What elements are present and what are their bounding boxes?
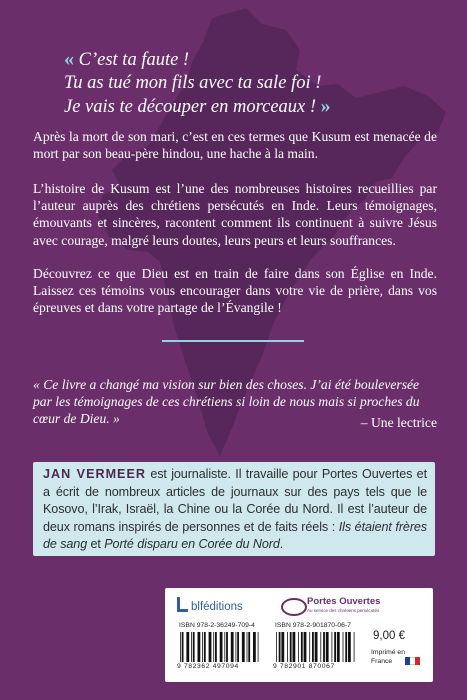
- barcode-bar: [276, 632, 277, 662]
- author-bio: JAN VERMEER est journaliste. Il travaille pour Portes Ouvertes et a écrit de nombreux articles de journaux sur des pays tels que le Kosovo, l’Irak, Israël, la Chine ou la Corée du Nord. Il est l’auteur de deux romans inspirés de personnes et de faits réels : Ils étaient frères de sang et Porté disparu en Corée du Nord.: [43, 467, 428, 551]
- barcode-bar: [231, 632, 234, 662]
- barcode-bar: [301, 632, 303, 662]
- barcode-bar: [281, 632, 284, 662]
- barcode-bar: [182, 632, 184, 662]
- barcode-bar: [224, 632, 225, 662]
- barcode-bar: [213, 632, 214, 662]
- barcode-bar: [198, 632, 201, 662]
- barcode-bar: [287, 632, 288, 662]
- author-name: JAN VERMEER: [43, 467, 146, 481]
- barcode-1: [179, 632, 261, 662]
- barcode-bar: [312, 632, 314, 662]
- barcode-bar: [258, 632, 259, 662]
- barcode-bar: [326, 632, 329, 662]
- barcode-bar: [343, 632, 344, 662]
- barcode-bar: [309, 632, 310, 662]
- barcode-bar: [204, 632, 206, 662]
- barcode-bar: [220, 632, 223, 662]
- reader-testimonial: « Ce livre a changé ma vision sur bien des choses. J’ai été bouleversée par les témoignages de ces chrétiens si loin de nous mais si proches du cœur de Dieu. »: [33, 377, 420, 427]
- barcode-bar: [180, 632, 181, 662]
- barcode-bar: [334, 632, 336, 662]
- barcode-1-number: 9 782362 497094: [177, 663, 239, 670]
- barcode-bar: [345, 632, 347, 662]
- barcode-bar: [323, 632, 325, 662]
- barcode-bar: [193, 632, 195, 662]
- quote-line-3: Je vais te découper en morceaux ! »: [64, 95, 331, 117]
- barcode-bar: [348, 632, 351, 662]
- blf-logo-icon: [177, 597, 188, 612]
- fish-icon: [281, 598, 307, 616]
- closing-guillemet: »: [320, 95, 331, 117]
- barcode-bar: [242, 632, 245, 662]
- publisher-barcode-panel: blféditions Portes Ouvertes Au service des chrétiens persécutés ISBN 978-2-36249-709-4 ISBN 978-2-901870-06-7 9 782362 497094 9 782901 870067 9,00 € Imprimé en France: [165, 588, 433, 682]
- barcode-bar: [354, 632, 355, 662]
- isbn-2: ISBN 978-2-901870-06-7: [275, 622, 351, 629]
- barcode-bar: [191, 632, 192, 662]
- paragraph-story: L’histoire de Kusum est l’une des nombreuses histoires recueillies par l’auteur auprès des chrétiens persécutés en Inde. Leurs témoignages, émouvants et sincères, racontent comment ils continuent à suivre Jésus avec courage, malgré leurs doutes, leurs peurs et leurs souffrances.: [33, 181, 437, 248]
- author-bio-box: [33, 462, 435, 556]
- barcode-2: [275, 632, 357, 662]
- barcode-bar: [215, 632, 217, 662]
- barcode-bar: [332, 632, 333, 662]
- paragraph-intro: Après la mort de son mari, c’est en ces termes que Kusum est menacée de mort par son beau-père hindou, une hache à la main.: [33, 129, 437, 162]
- barcode-bar: [248, 632, 250, 662]
- testimonial-attribution: – Une lectrice: [360, 415, 437, 430]
- barcode-bar: [202, 632, 203, 662]
- blf-editions-logo: blféditions: [177, 597, 243, 613]
- section-divider: [162, 340, 304, 342]
- barcode-bar: [226, 632, 228, 662]
- barcode-bar: [320, 632, 321, 662]
- pull-quote: [64, 48, 424, 119]
- barcode-bar: [298, 632, 299, 662]
- barcode-bar: [304, 632, 307, 662]
- barcode-bar: [293, 632, 296, 662]
- barcode-bar: [209, 632, 212, 662]
- barcode-bar: [236, 632, 237, 662]
- printed-in-france: Imprimé en France: [371, 649, 405, 665]
- barcode-bar: [315, 632, 318, 662]
- book-title-2: Porté disparu en Corée du Nord: [104, 537, 280, 551]
- quote-line-2: Tu as tué mon fils avec ta sale foi !: [64, 73, 322, 93]
- french-flag-icon: [405, 657, 420, 665]
- book-title-1: Ils étaient frères de sang: [43, 519, 428, 551]
- quote-line-1: « C’est ta faute !: [64, 48, 190, 70]
- barcode-bar: [337, 632, 340, 662]
- price: 9,00 €: [373, 630, 405, 642]
- paragraph-invitation: Découvrez ce que Dieu est en train de faire dans son Église en Inde. Laissez ces témoins vous encourager dans votre vie de prière, dans vos épreuves et dans votre partage de l’Évangile !: [33, 266, 437, 316]
- barcode-bar: [279, 632, 281, 662]
- barcode-bar: [186, 632, 189, 662]
- barcode-bar: [290, 632, 292, 662]
- barcode-bar: [247, 632, 248, 662]
- barcode-2-number: 9 782901 870067: [273, 663, 335, 670]
- barcode-bar: [253, 632, 256, 662]
- barcode-bar: [237, 632, 239, 662]
- opening-guillemet: «: [64, 48, 74, 70]
- isbn-1: ISBN 978-2-36249-709-4: [179, 622, 255, 629]
